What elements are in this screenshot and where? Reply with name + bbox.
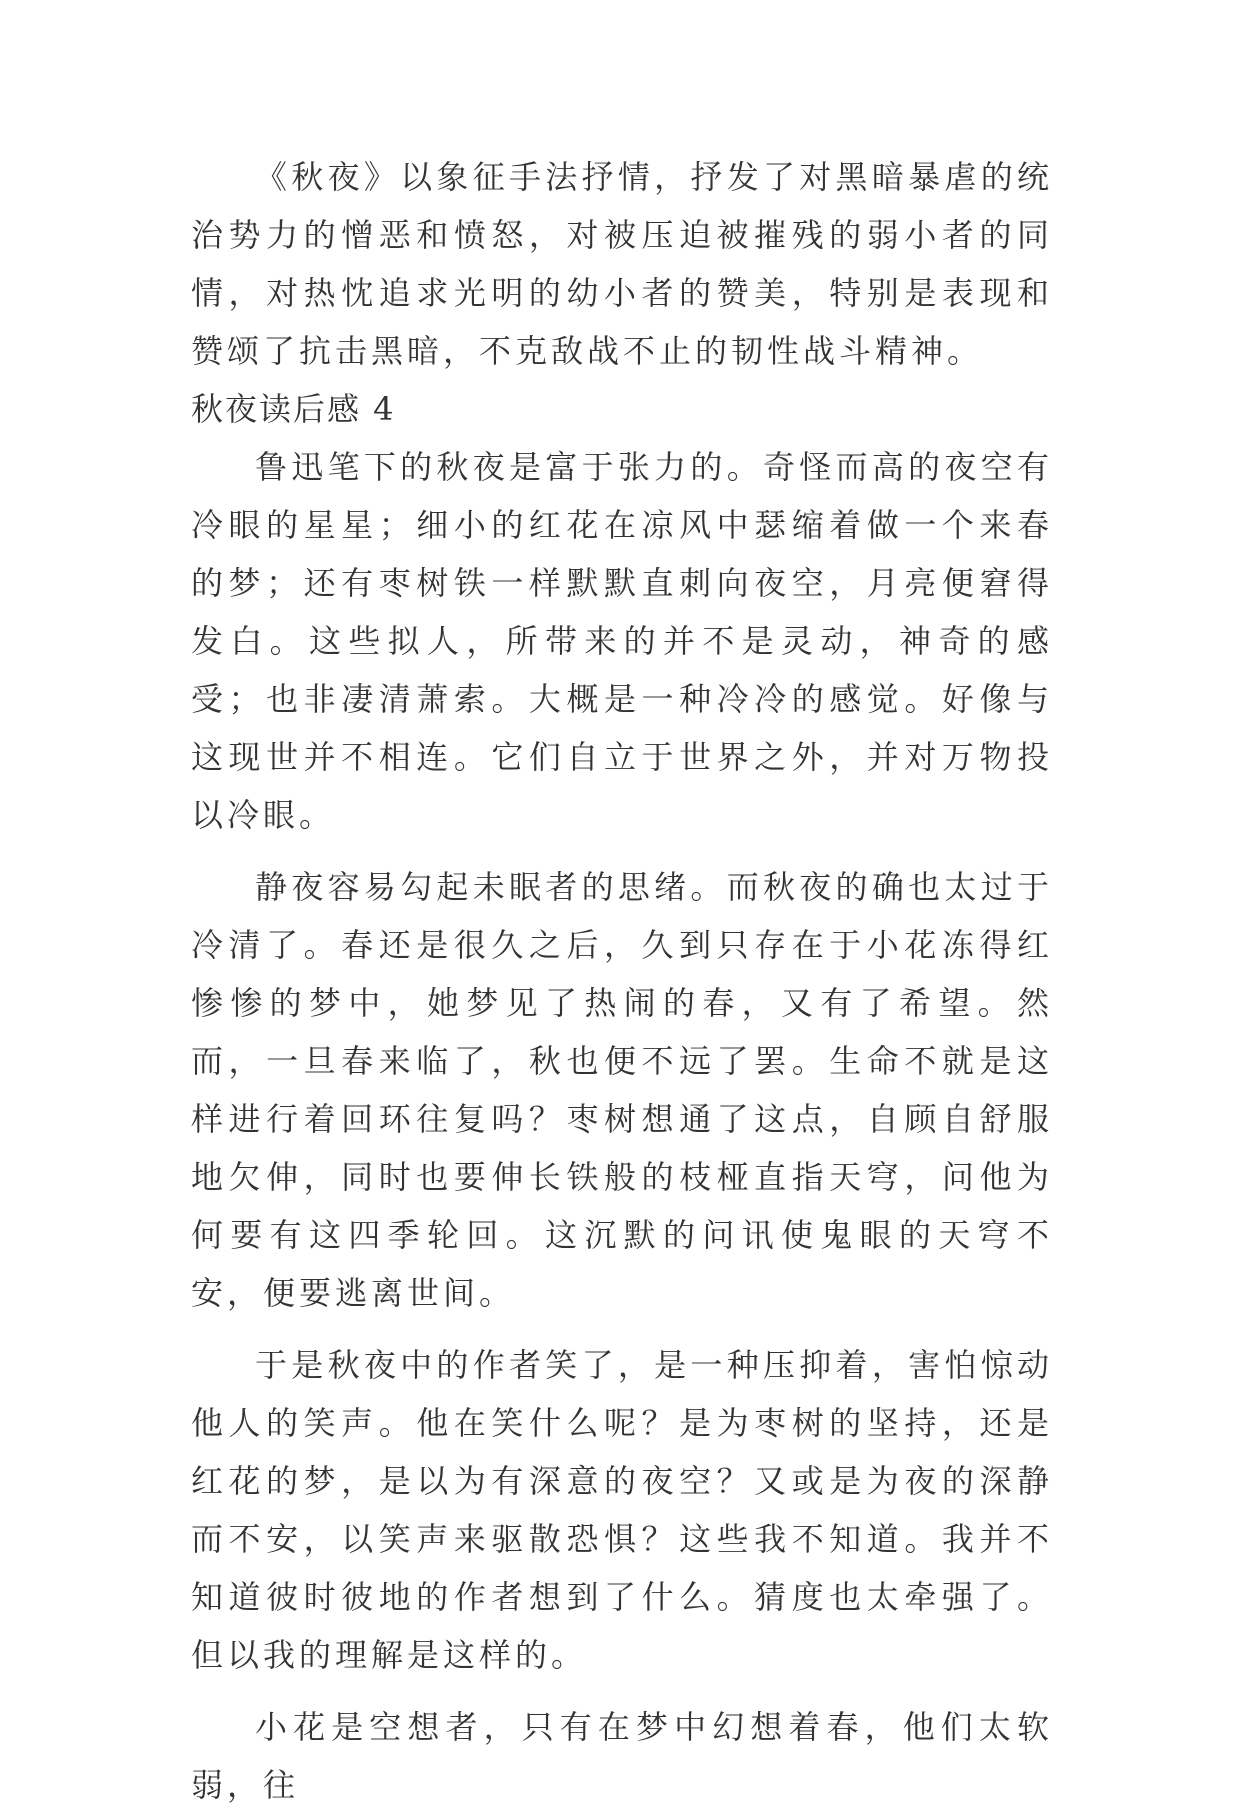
paragraph-1: 《秋夜》以象征手法抒情，抒发了对黑暗暴虐的统治势力的憎恶和愤怒，对被压迫被摧残的弱小者的同情，对热忱追求光明的幼小者的赞美，特别是表现和赞颂了抗击黑暗，不克敌战不止的韧性战斗精神。 (191, 158, 1053, 370)
paragraph-spacer (191, 1684, 1053, 1698)
paragraph-spacer (191, 1322, 1053, 1336)
paragraph-4: 于是秋夜中的作者笑了，是一种压抑着，害怕惊动他人的笑声。他在笑什么呢？是为枣树的坚持，还是红花的梦，是以为有深意的夜空？又或是为夜的深静而不安，以笑声来驱散恐惧？这些我不知道。我并不知道彼时彼地的作者想到了什么。猜度也太牵强了。但以我的理解是这样的。 (191, 1346, 1053, 1674)
paragraph-spacer (191, 844, 1053, 858)
section-heading: 秋夜读后感 4 (191, 390, 396, 428)
paragraph-3: 静夜容易勾起未眠者的思绪。而秋夜的确也太过于冷清了。春还是很久之后，久到只存在于小花冻得红惨惨的梦中，她梦见了热闹的春，又有了希望。然而，一旦春来临了，秋也便不远了罢。生命不就是这样进行着回环往复吗？枣树想通了这点，自顾自舒服地欠伸，同时也要伸长铁般的枝桠直指天穹，问他为何要有这四季轮回。这沉默的问讯使鬼眼的天穹不安，便要逃离世间。 (191, 868, 1053, 1312)
paragraph-2: 鲁迅笔下的秋夜是富于张力的。奇怪而高的夜空有冷眼的星星；细小的红花在凉风中瑟缩着做一个来春的梦；还有枣树铁一样默默直刺向夜空，月亮便窘得发白。这些拟人，所带来的并不是灵动，神奇的感受；也非凄清萧索。大概是一种冷冷的感觉。好像与这现世并不相连。它们自立于世界之外，并对万物投以冷眼。 (191, 448, 1053, 834)
paragraph-5: 小花是空想者，只有在梦中幻想着春，他们太软弱，往 (191, 1708, 1053, 1804)
document-body (191, 148, 1053, 1814)
